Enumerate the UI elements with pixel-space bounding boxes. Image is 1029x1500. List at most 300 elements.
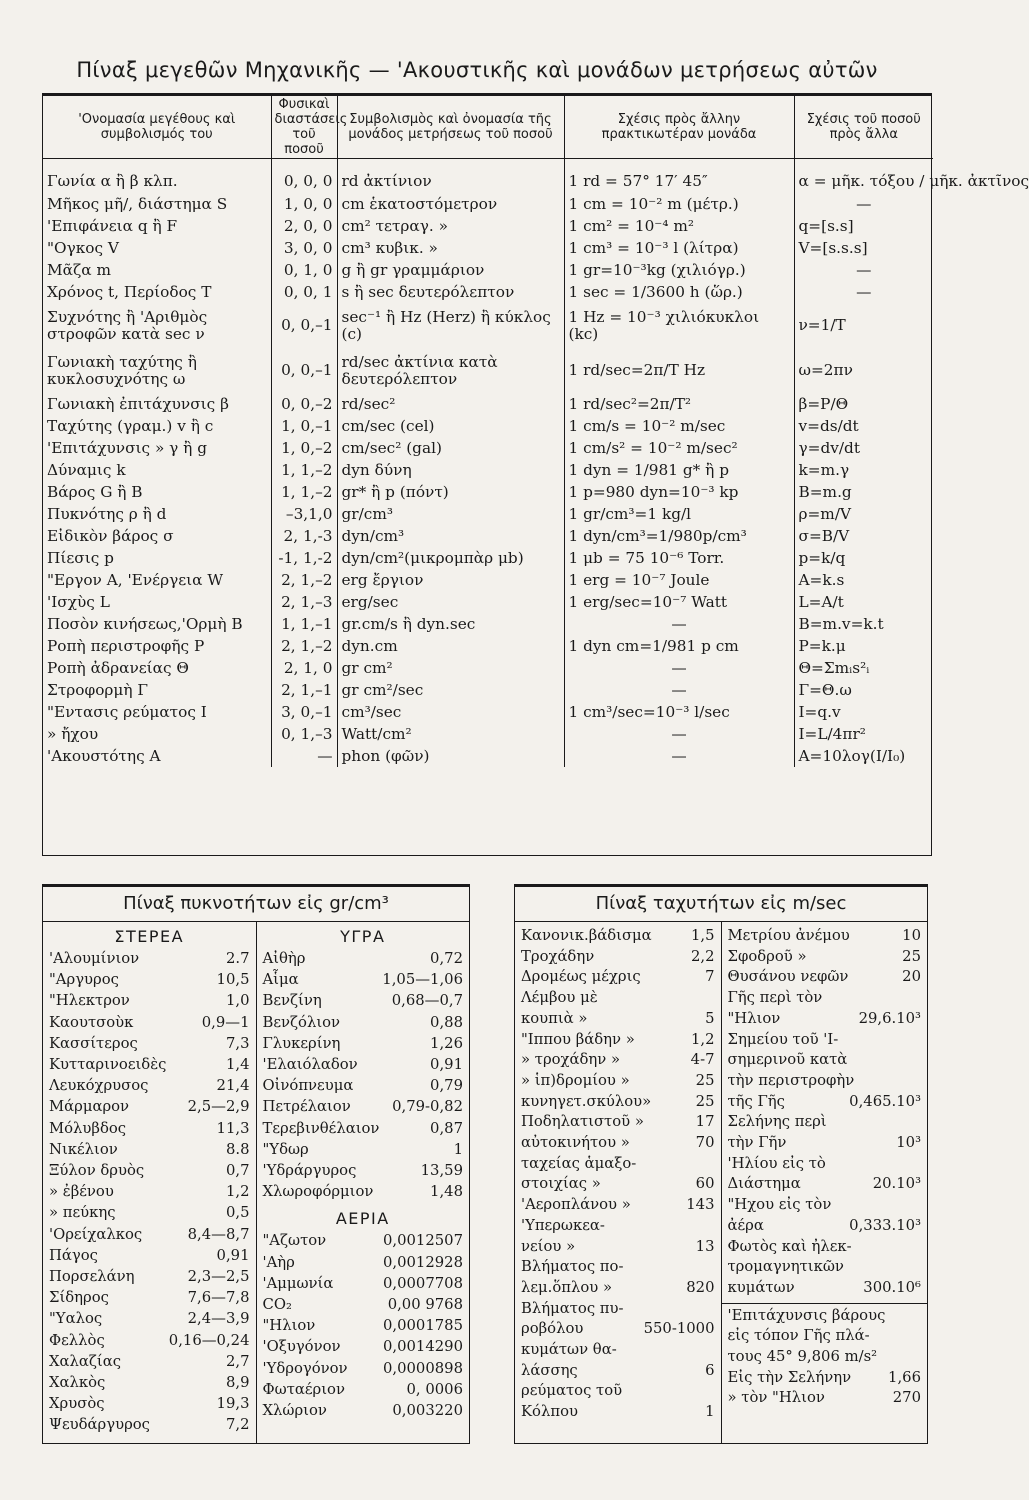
list-item [49, 1033, 250, 1054]
item-name: Δρομέως μέχρις [521, 968, 641, 986]
list-item [728, 926, 922, 947]
dimensions: 2, 1,-3 [271, 525, 337, 547]
table-row [43, 215, 933, 237]
relation-other: P=k.μ [794, 635, 933, 657]
divider [722, 1303, 928, 1304]
speed-table [514, 884, 928, 1444]
list-item [728, 1216, 922, 1237]
table-row [43, 657, 933, 679]
item-name: τρομαγνητικῶν [727, 1258, 844, 1276]
item-name: Μόλυβδος [49, 1119, 127, 1137]
relation: 1 erg = 10⁻⁷ Joule [564, 569, 794, 591]
item-name: ἀέρα [727, 1216, 764, 1234]
list-item [49, 948, 250, 969]
header-quantity: 'Ονομασία μεγέθους καὶ συμβολισμός του [43, 96, 271, 159]
item-name: Χαλαζίας [49, 1352, 121, 1370]
dimensions: 0, 0,–1 [271, 303, 337, 348]
item-value: 1,66 [888, 1368, 921, 1386]
item-value: 0,88 [430, 1013, 463, 1031]
item-value: 0,7 [225, 1162, 250, 1180]
list-item [728, 947, 922, 968]
item-value: 0,87 [430, 1119, 463, 1137]
item-value: 25 [695, 1092, 715, 1110]
item-name: λάσσης [521, 1361, 578, 1379]
quantity-name: 'Επιφάνεια q ἢ F [47, 216, 178, 235]
list-item [49, 1012, 250, 1033]
item-value: 8,9 [225, 1374, 250, 1392]
item-value: 21,4 [216, 1077, 250, 1095]
dimensions: 2, 0, 0 [271, 215, 337, 237]
dimensions: 1, 1,–2 [271, 481, 337, 503]
quantity-name: Πίεσις p [47, 548, 114, 567]
relation-other: v=ds/dt [794, 415, 933, 437]
dimensions: 1, 0,–1 [271, 415, 337, 437]
item-value: 0,72 [430, 950, 463, 967]
dimensions: 0, 0, 1 [271, 281, 337, 303]
table-row [43, 745, 933, 767]
quantity-name: Συχνότης ἢ 'Αριθμὸς στροφῶν κατὰ sec ν [47, 307, 208, 343]
dimensions: 2, 1, 0 [271, 657, 337, 679]
item-value: 5 [705, 1009, 715, 1027]
list-item [263, 1118, 464, 1139]
item-name: Ξύλον δρυὸς [49, 1162, 145, 1180]
unit: gr* ἢ p (πόντ) [337, 481, 564, 503]
list-item [728, 1092, 922, 1113]
item-value: 7,3 [225, 1034, 250, 1052]
dimensions: 2, 1,–2 [271, 569, 337, 591]
list-item [728, 1133, 922, 1154]
table-row [43, 159, 933, 194]
list-item [728, 1306, 922, 1327]
item-value [917, 1071, 921, 1092]
item-value: 2,3—2,5 [187, 1268, 250, 1286]
item-value: 60 [695, 1175, 715, 1193]
relation-other: I=L/4πr² [794, 723, 933, 745]
item-name: 'Οξυγόνον [262, 1338, 341, 1356]
item-name: κουπιὰ » [521, 1009, 588, 1027]
dimensions: 2, 1,–3 [271, 591, 337, 613]
item-name: κυμάτων [727, 1278, 795, 1296]
item-value [917, 988, 921, 1009]
item-value: 550-1000 [643, 1320, 715, 1338]
table-header-row [43, 96, 933, 159]
item-name: Ποδηλατιστοῦ » [521, 1113, 644, 1131]
item-value: 7,2 [225, 1416, 250, 1434]
quantity-name: Χρόνος t, Περίοδος T [47, 282, 212, 301]
item-name: Γῆς περὶ τὸν [727, 989, 823, 1007]
item-name: Οἰνόπνευμα [262, 1077, 354, 1095]
relation-other: — [794, 281, 933, 303]
quantity-name: 'Ισχὺς L [47, 592, 110, 611]
item-value: 300.10⁶ [863, 1278, 921, 1296]
relation: 1 rd/sec=2π/T Hz [564, 348, 794, 393]
list-item [521, 926, 715, 947]
unit: gr.cm/s ἢ dyn.sec [337, 613, 564, 635]
item-name: » πεύκης [49, 1204, 116, 1222]
item-value: 0,0007708 [382, 1274, 463, 1292]
item-name: τους 45° 9,806 m/s² [727, 1348, 878, 1366]
item-name: » τὸν "Ηλιον [727, 1389, 825, 1407]
item-name: κυμάτων θα- [521, 1341, 617, 1359]
item-name: "Ηλιον [727, 1009, 781, 1027]
unit: cm/sec² (gal) [337, 437, 564, 459]
unit: cm³ κυβικ. » [337, 237, 564, 259]
quantity-name: Ροπὴ ἀδρανείας Θ [47, 658, 189, 677]
list-item [49, 1160, 250, 1181]
list-item [49, 1096, 250, 1117]
list-item [263, 1273, 464, 1294]
item-name: 'Υδρογόνον [262, 1359, 348, 1377]
item-value: 1 [453, 1140, 463, 1158]
item-value [711, 1154, 715, 1175]
item-value: 0,0014290 [382, 1338, 463, 1356]
item-value: 0,465.10³ [849, 1092, 921, 1110]
speed-right-column [721, 922, 928, 1444]
relation-other: — [794, 193, 933, 215]
list-item [49, 1139, 250, 1160]
dimensions: 0, 0,–2 [271, 393, 337, 415]
list-item [521, 967, 715, 988]
unit: cm² τετραγ. » [337, 215, 564, 237]
list-item [263, 948, 464, 969]
relation-other: q=[s.s] [794, 215, 933, 237]
table-row [43, 281, 933, 303]
relation: — [564, 657, 794, 679]
list-item [263, 1336, 464, 1357]
relation-other: σ=B/V [794, 525, 933, 547]
table-row [43, 303, 933, 348]
list-item [263, 1075, 464, 1096]
dimensions: 2, 1,–1 [271, 679, 337, 701]
list-item [521, 1257, 715, 1278]
item-name: » ἱπ)δρομίου » [521, 1071, 630, 1089]
item-value: 70 [695, 1134, 715, 1152]
item-name: Κανονικ.βάδισμα [521, 927, 652, 944]
table-row [43, 547, 933, 569]
list-item [49, 1351, 250, 1372]
quantity-name: Δύναμις k [47, 460, 126, 479]
list-item [728, 1009, 922, 1030]
item-value: 1,5 [690, 927, 715, 944]
relation-other: α = μῆκ. τόξου / μῆκ. ἀκτῖνος [794, 159, 933, 194]
item-name: 'Επιτάχυνσις βάρους [727, 1306, 886, 1324]
unit: dyn.cm [337, 635, 564, 657]
item-value: 29,6.10³ [858, 1009, 921, 1027]
item-name: 'Ηλίου εἰς τὸ [727, 1154, 826, 1172]
item-name: Βλήματος πυ- [521, 1299, 624, 1317]
quantity-name: Πυκνότης ρ ἢ d [47, 504, 167, 523]
relation: 1 cm/s = 10⁻² m/sec [564, 415, 794, 437]
dimensions: 0, 0, 0 [271, 159, 337, 194]
list-item [49, 1202, 250, 1223]
table-row [43, 723, 933, 745]
item-value [917, 1195, 921, 1216]
item-name: νείου » [521, 1237, 576, 1255]
table-row [43, 393, 933, 415]
quantity-name: » ἤχου [47, 724, 99, 743]
item-value [917, 1237, 921, 1258]
item-value: 20.10³ [872, 1175, 921, 1193]
list-item [728, 1030, 922, 1051]
unit: dyn δύνη [337, 459, 564, 481]
item-name: Σημείου τοῦ 'Ι- [727, 1030, 839, 1048]
item-value: 1,0 [225, 992, 250, 1010]
item-name: 'Ελαιόλαδον [262, 1056, 358, 1074]
relation: 1 μb = 75 10⁻⁶ Torr. [564, 547, 794, 569]
list-item [728, 967, 922, 988]
unit: cm/sec (cel) [337, 415, 564, 437]
header-unit: Συμβολισμὸς καὶ ὀνομασία τῆς μονάδος μετρήσεως τοῦ ποσοῦ [337, 96, 564, 159]
relation: — [564, 723, 794, 745]
list-item [263, 1012, 464, 1033]
relation-other: — [794, 259, 933, 281]
relation: 1 dyn = 1/981 g* ἢ p [564, 459, 794, 481]
dimensions: -1, 1,-2 [271, 547, 337, 569]
list-item [263, 1096, 464, 1117]
item-name: τῆς Γῆς [727, 1092, 785, 1110]
quantity-name: Γωνιακὴ ταχύτης ἢ κυκλοσυχνότης ω [47, 352, 197, 388]
speed-left-column [515, 922, 721, 1444]
item-name: Πορσελάνη [49, 1268, 135, 1286]
item-name: λεμ.ὅπλου » [521, 1278, 613, 1296]
relation-other: I=q.v [794, 701, 933, 723]
unit: erg ἔργιον [337, 569, 564, 591]
table-row [43, 679, 933, 701]
item-value: 1,2 [690, 1030, 715, 1048]
item-value: 4-7 [690, 1051, 715, 1069]
item-value [711, 1340, 715, 1361]
item-value: 10³ [896, 1134, 921, 1152]
item-value: 10 [902, 927, 921, 944]
unit: gr/cm³ [337, 503, 564, 525]
item-name: Σφοδροῦ » [727, 947, 807, 965]
relation: 1 rd = 57° 17′ 45″ [564, 159, 794, 194]
unit: cm³/sec [337, 701, 564, 723]
relation: — [564, 679, 794, 701]
item-name: Σίδηρος [49, 1289, 109, 1307]
item-name: Βενζόλιον [262, 1013, 341, 1031]
relation: 1 gr/cm³=1 kg/l [564, 503, 794, 525]
list-item [49, 1393, 250, 1414]
item-name: "Ιππου βάδην » [521, 1030, 635, 1048]
item-value [711, 1257, 715, 1278]
item-name: Καουτσοὺκ [49, 1013, 134, 1031]
list-item [728, 1347, 922, 1368]
table-row [43, 569, 933, 591]
list-item [521, 1071, 715, 1092]
item-value [917, 1347, 921, 1368]
relation-other: ω=2πν [794, 348, 933, 393]
list-item [49, 1075, 250, 1096]
list-item [521, 1195, 715, 1216]
relation-other: B=m.g [794, 481, 933, 503]
quantity-name: Ταχύτης (γραμ.) v ἢ c [47, 416, 214, 435]
item-name: Τροχάδην [521, 947, 595, 965]
table-row [43, 481, 933, 503]
item-value: 6 [705, 1361, 715, 1379]
relation: 1 dyn cm=1/981 p cm [564, 635, 794, 657]
table-row [43, 237, 933, 259]
list-item [728, 1154, 922, 1175]
list-item [49, 1372, 250, 1393]
relation: — [564, 613, 794, 635]
item-value: 8.8 [225, 1140, 250, 1158]
list-item [521, 1154, 715, 1175]
list-item [263, 1033, 464, 1054]
relation-other: ρ=m/V [794, 503, 933, 525]
item-name: Ψευδάργυρος [49, 1416, 150, 1434]
item-value [917, 1030, 921, 1051]
relation-other: B=m.v=k.t [794, 613, 933, 635]
item-name: Κασσίτερος [49, 1034, 138, 1052]
item-name: τὴν Γῆν [727, 1134, 787, 1152]
quantity-name: "Εργον A, 'Ενέργεια W [47, 570, 224, 589]
quantity-name: Γωνιακὴ ἐπιτάχυνσις β [47, 394, 229, 413]
relation: 1 sec = 1/3600 h (ὥρ.) [564, 281, 794, 303]
list-item [521, 1030, 715, 1051]
relation-other: γ=dv/dt [794, 437, 933, 459]
item-value: 2,5—2,9 [187, 1098, 250, 1116]
list-item [49, 1330, 250, 1351]
item-name: Μετρίου ἀνέμου [727, 927, 850, 944]
list-item [49, 1414, 250, 1435]
item-value: 1,2 [225, 1183, 250, 1201]
item-name: 'Ορείχαλκος [49, 1225, 143, 1243]
item-value: 0,79 [430, 1077, 463, 1095]
item-name: Χρυσὸς [49, 1395, 105, 1413]
list-item [521, 1174, 715, 1195]
list-item [49, 1266, 250, 1287]
list-item [521, 1237, 715, 1258]
item-name: Τερεβινθέλαιον [262, 1119, 380, 1137]
list-item [263, 1315, 464, 1336]
item-value: 1,48 [430, 1183, 463, 1201]
unit: cm ἑκατοστόμετρον [337, 193, 564, 215]
item-value: 0,91 [216, 1246, 250, 1264]
relation-other: p=k/q [794, 547, 933, 569]
relation-other: Θ=Σmᵢs²ᵢ [794, 657, 933, 679]
item-value: 1,4 [225, 1056, 250, 1074]
item-value [917, 1326, 921, 1347]
item-value: 2.7 [225, 950, 250, 967]
item-name: "Αζωτον [262, 1232, 327, 1250]
list-item [728, 1112, 922, 1133]
item-name: "Ηλεκτρον [49, 992, 130, 1010]
fluids-column [256, 922, 470, 1444]
item-name: Φωτὸς καὶ ἠλεκ- [727, 1237, 852, 1255]
header-relation: Σχέσις πρὸς ἄλλην πρακτικωτέραν μονάδα [564, 96, 794, 159]
quantity-name: 'Ακουστότης A [47, 746, 161, 765]
unit: rd/sec ἀκτίνια κατὰ δευτερόλεπτον [337, 348, 564, 393]
item-name: Φελλὸς [49, 1331, 105, 1349]
item-name: Χλωροφόρμιον [262, 1183, 374, 1201]
item-value: 143 [686, 1196, 715, 1214]
list-item [49, 1308, 250, 1329]
item-value: 7,6—7,8 [187, 1289, 250, 1307]
relation: 1 cm³ = 10⁻³ l (λίτρα) [564, 237, 794, 259]
item-name: 'Υπερωκεα- [521, 1216, 605, 1234]
item-name: Θυσάνου νεφῶν [727, 968, 849, 986]
solids-column [43, 922, 256, 1444]
relation: 1 erg/sec=10⁻⁷ Watt [564, 591, 794, 613]
item-value: 1,05—1,06 [382, 971, 463, 989]
item-name: Νικέλιον [49, 1140, 118, 1158]
item-value: 0,00 9768 [387, 1296, 463, 1314]
relation: 1 rd/sec²=2π/T² [564, 393, 794, 415]
list-item [263, 1230, 464, 1251]
table-row [43, 591, 933, 613]
table-row [43, 415, 933, 437]
item-name: Λέμβου μὲ [521, 989, 598, 1007]
item-value: 13,59 [420, 1162, 463, 1180]
item-value [711, 988, 715, 1009]
list-item [49, 1181, 250, 1202]
item-value: 8,4—8,7 [187, 1225, 250, 1243]
solids-heading: ΣΤΕΡΕΑ [114, 927, 185, 946]
list-item [49, 1118, 250, 1139]
item-value: 0,9—1 [201, 1013, 250, 1031]
relation: — [564, 745, 794, 767]
quantity-name: Γωνία α ἢ β κλπ. [47, 171, 178, 190]
item-value: 0,79-0,82 [392, 1098, 463, 1116]
table-row [43, 635, 933, 657]
unit: dyn/cm³ [337, 525, 564, 547]
list-item [263, 990, 464, 1011]
table-row [43, 459, 933, 481]
dimensions: 2, 1,–2 [271, 635, 337, 657]
item-name: Κόλπου [521, 1403, 578, 1421]
relation-other: V=[s.s.s] [794, 237, 933, 259]
relation: 1 cm = 10⁻² m (μέτρ.) [564, 193, 794, 215]
unit: rd/sec² [337, 393, 564, 415]
quantity-name: Μᾶζα m [47, 260, 111, 279]
list-item [728, 1257, 922, 1278]
gases-heading: ΑΕΡΙΑ [335, 1209, 390, 1229]
item-value [711, 1299, 715, 1320]
item-name: » τροχάδην » [521, 1051, 621, 1069]
item-name: Εἰς τὴν Σελήνην [727, 1368, 852, 1386]
list-item [728, 988, 922, 1009]
relation: 1 cm/s² = 10⁻² m/sec² [564, 437, 794, 459]
item-value: 0,333.10³ [849, 1216, 921, 1234]
dimensions: 0, 1,–3 [271, 723, 337, 745]
item-value: 1 [705, 1403, 715, 1421]
list-item [521, 1133, 715, 1154]
item-name: Αἰθὴρ [262, 950, 306, 967]
item-name: "Ηλιον [262, 1317, 316, 1335]
list-item [728, 1326, 922, 1347]
item-value: 0,0012507 [382, 1232, 463, 1250]
item-name: » ἐβένου [49, 1183, 114, 1201]
list-item [728, 1195, 922, 1216]
dimensions: 1, 0, 0 [271, 193, 337, 215]
item-name: 'Αεροπλάνου » [521, 1196, 631, 1214]
unit: phon (φῶν) [337, 745, 564, 767]
table-row [43, 259, 933, 281]
item-value: 0,68—0,7 [391, 992, 463, 1010]
list-item [521, 1216, 715, 1237]
item-value: 2,7 [225, 1352, 250, 1370]
list-item [263, 1358, 464, 1379]
list-item [263, 1400, 464, 1421]
table-row [43, 437, 933, 459]
relation-other: k=m.γ [794, 459, 933, 481]
item-name: Πάγος [49, 1246, 98, 1264]
item-value: 17 [695, 1113, 715, 1131]
relation: 1 cm² = 10⁻⁴ m² [564, 215, 794, 237]
dimensions: 0, 1, 0 [271, 259, 337, 281]
relation: 1 dyn/cm³=1/980p/cm³ [564, 525, 794, 547]
